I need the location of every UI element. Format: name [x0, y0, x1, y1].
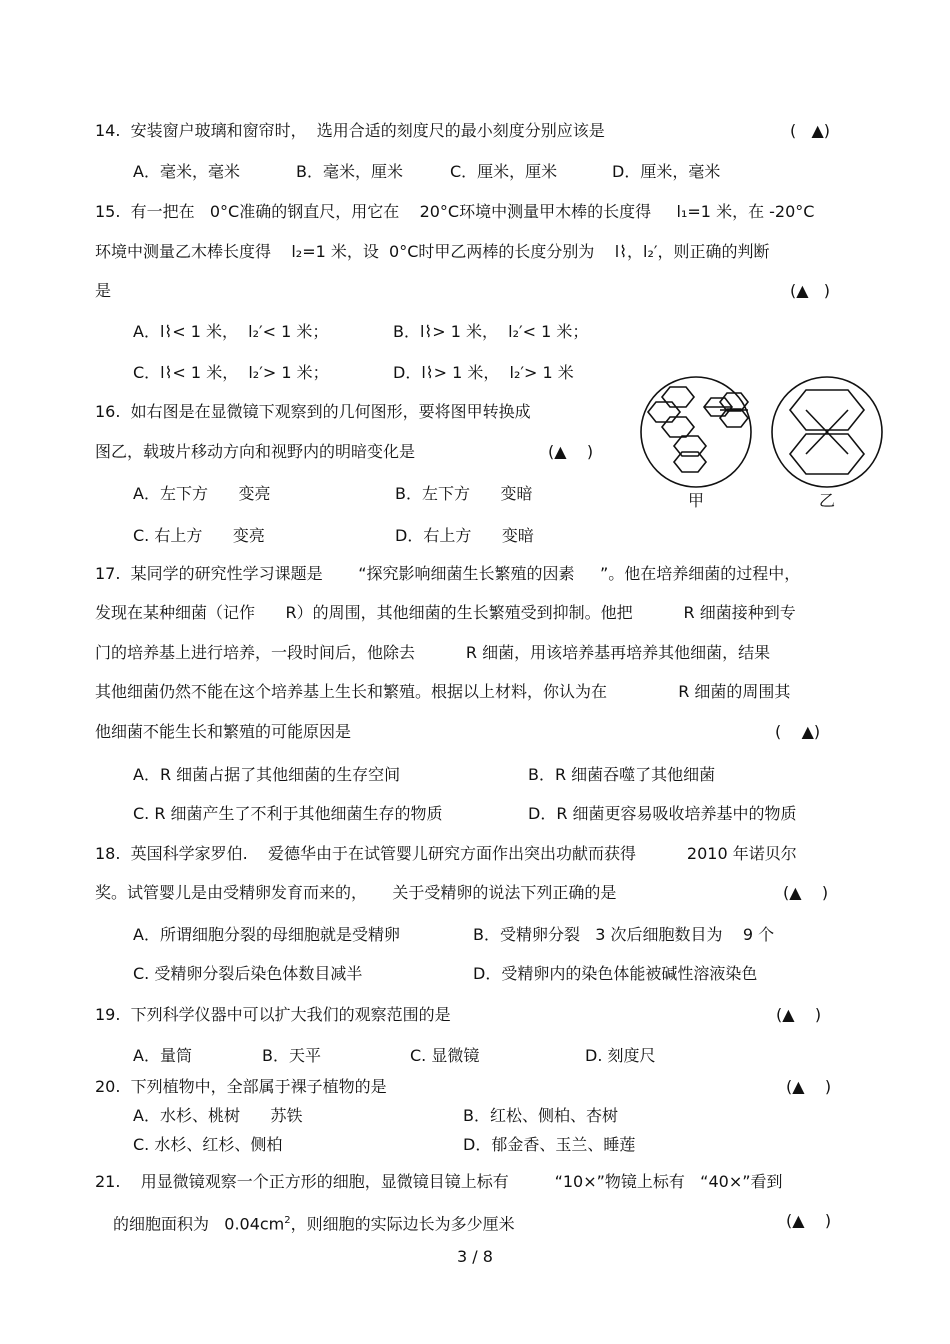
- q15-option-a: A．l⌇< 1 米， l₂′< 1 米；: [133, 322, 329, 341]
- q15-option-c: C．l⌇< 1 米， l₂′> 1 米；: [133, 363, 329, 382]
- q17-answer-mark: ( ▲): [775, 722, 821, 741]
- q14-option-c: C．厘米，厘米: [450, 162, 558, 181]
- jia-hexagon-3: [662, 417, 694, 437]
- q17-option-a: A．R 细菌占据了其他细菌的生存空间: [133, 765, 401, 784]
- q21-answer-mark: (▲ ): [786, 1211, 832, 1230]
- jia-hexagon-5: [674, 452, 706, 472]
- q17-stem-line5: 他细菌不能生长和繁殖的可能原因是: [95, 722, 352, 741]
- q18-option-d: D．受精卵内的染色体能被碱性溶液染色: [473, 964, 758, 983]
- q17-option-c: C. R 细菌产生了不利于其他细菌生存的物质: [133, 804, 443, 823]
- q18-option-a: A．所谓细胞分裂的母细胞就是受精卵: [133, 925, 400, 944]
- q16-stem-line1: 16. 如右图是在显微镜下观察到的几何图形，要将图甲转换成: [95, 402, 531, 421]
- field-yi: [772, 377, 882, 487]
- q16-option-b: B．左下方 变暗: [395, 484, 533, 503]
- q19-option-b: B．天平: [262, 1046, 321, 1065]
- yi-hexagon-upper: [790, 390, 864, 430]
- q18-stem-line1: 18. 英国科学家罗伯. 爱德华由于在试管婴儿研究方面作出突出功献而获得 2010 年诺贝尔: [95, 844, 797, 863]
- q16-option-d: D．右上方 变暗: [395, 526, 534, 545]
- q16-option-c: C. 右上方 变亮: [133, 526, 265, 545]
- q15-option-b: B．l⌇> 1 米， l₂′< 1 米；: [393, 322, 589, 341]
- q20-option-c: C. 水杉、红杉、侧柏: [133, 1135, 283, 1154]
- q15-stem-line2: 环境中测量乙木棒长度得 l₂=1 米，设 0°C时甲乙两棒的长度分别为 l⌇，l₂′，则正确的判断: [95, 242, 770, 261]
- q15-answer-mark: (▲ ): [790, 281, 831, 300]
- q21-superscript: 2: [284, 1215, 291, 1226]
- q14-answer-mark: ( ▲): [790, 121, 831, 140]
- q17-stem-line3: 门的培养基上进行培养，一段时间后，他除去 R 细菌，用该培养基再培养其他细菌，结果: [95, 643, 771, 662]
- q14-option-b: B．毫米，厘米: [296, 162, 403, 181]
- q20-answer-mark: (▲ ): [786, 1077, 832, 1096]
- q19-answer-mark: (▲ ): [776, 1005, 822, 1024]
- q16-stem-line2: 图乙，载玻片移动方向和视野内的明暗变化是: [95, 442, 416, 461]
- q21-stem-line2-start: 的细胞面积为 0.04cm: [113, 1214, 285, 1234]
- q19-option-c: C. 显微镜: [410, 1046, 480, 1065]
- q15-stem-line1: 15. 有一把在 0°C准确的钢直尺，用它在 20°C环境中测量甲木棒的长度得 l₁=1 米，在 -20°C: [95, 202, 815, 221]
- q17-stem-line1: 17. 某同学的研究性学习课题是 “探究影响细菌生长繁殖的因素 ”。他在培养细菌的过程中，: [95, 564, 801, 583]
- q15-option-d: D．l⌇> 1 米， l₂′> 1 米: [393, 363, 574, 382]
- q18-stem-line2: 奖。试管婴儿是由受精卵发育而来的， 关于受精卵的说法下列正确的是: [95, 883, 617, 902]
- q16-answer-mark: (▲ ): [548, 442, 594, 461]
- q17-stem-line2: 发现在某种细菌（记作 R）的周围，其他细菌的生长繁殖受到抑制。他把 R 细菌接种到专: [95, 603, 796, 622]
- q20-option-a: A．水杉、桃树 苏铁: [133, 1106, 303, 1125]
- q14-stem: 14. 安装窗户玻璃和窗帘时， 选用合适的刻度尺的最小刻度分别应该是: [95, 121, 605, 140]
- q19-stem: 19. 下列科学仪器中可以扩大我们的观察范围的是: [95, 1005, 451, 1024]
- q19-option-d: D. 刻度尺: [585, 1046, 656, 1065]
- q17-option-b: B．R 细菌吞噬了其他细菌: [528, 765, 716, 784]
- figure-label-yi: 乙: [818, 491, 836, 510]
- jia-hexagon-2: [648, 402, 680, 422]
- q17-stem-line4: 其他细菌仍然不能在这个培养基上生长和繁殖。根据以上材料，你认为在 R 细菌的周围其: [95, 682, 791, 701]
- microscope-view-figure: [640, 372, 885, 516]
- q18-option-b: B．受精卵分裂 3 次后细胞数目为 9 个: [473, 925, 775, 944]
- q21-stem-line2-end: ，则细胞的实际边长为多少厘米: [290, 1214, 515, 1234]
- q15-stem-line3: 是: [95, 281, 112, 300]
- page-number: 3 / 8: [457, 1247, 493, 1266]
- q16-option-a: A．左下方 变亮: [133, 484, 271, 503]
- yi-hexagon-lower: [790, 434, 864, 474]
- q18-option-c: C. 受精卵分裂后染色体数目减半: [133, 964, 363, 983]
- q21-stem-line2: [113, 1210, 515, 1235]
- jia-hexagon-4: [674, 436, 706, 456]
- q21-stem-line1: 21. 用显微镜观察一个正方形的细胞，显微镜目镜上标有 “10×”物镜上标有 “40×”看到: [95, 1172, 783, 1191]
- q20-option-b: B．红松、侧柏、杏树: [463, 1106, 618, 1125]
- q18-answer-mark: (▲ ): [783, 883, 829, 902]
- figure-label-jia: 甲: [687, 491, 705, 510]
- microscope-views-diagram: [640, 372, 885, 512]
- q14-option-d: D．厘米，毫米: [612, 162, 721, 181]
- jia-hexagon-1: [662, 387, 694, 407]
- q17-option-d: D．R 细菌更容易吸收培养基中的物质: [528, 804, 797, 823]
- field-jia: [641, 377, 751, 487]
- q19-option-a: A．量筒: [133, 1046, 192, 1065]
- q14-option-a: A．毫米，毫米: [133, 162, 240, 181]
- q20-stem: 20. 下列植物中，全部属于裸子植物的是: [95, 1077, 387, 1096]
- q20-option-d: D．郁金香、玉兰、睡莲: [463, 1135, 636, 1154]
